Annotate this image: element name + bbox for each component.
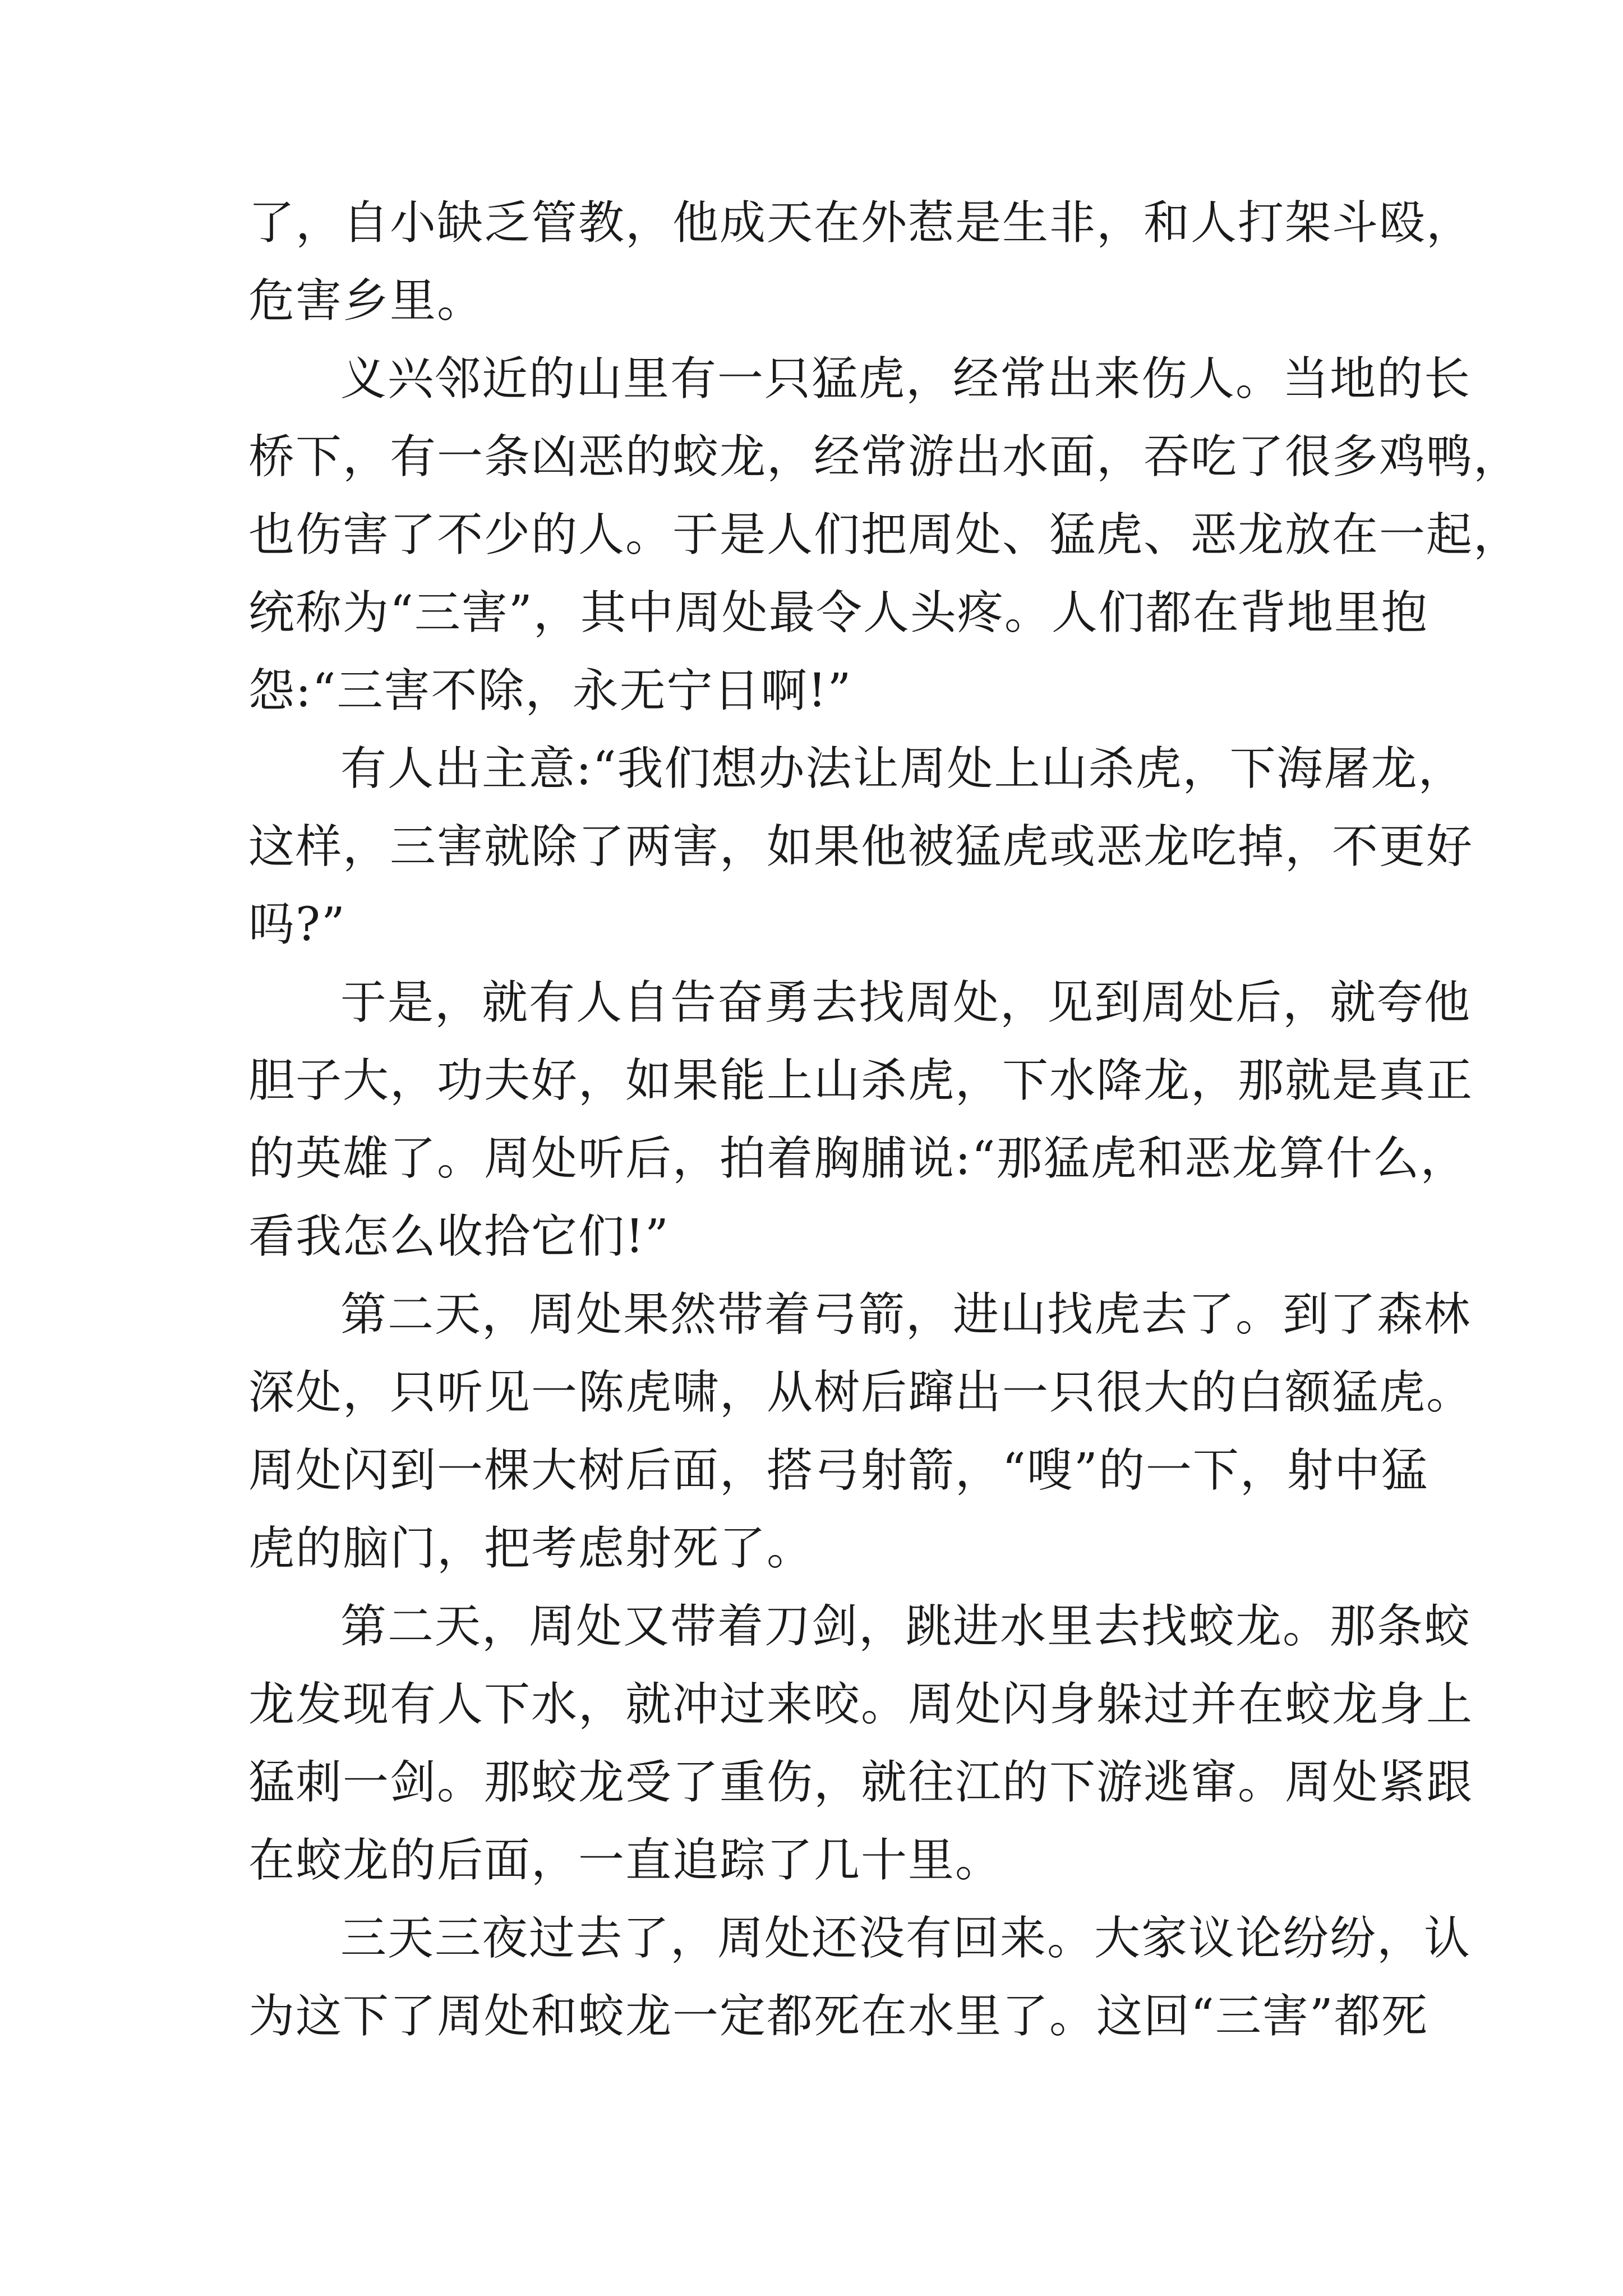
text-line: 这样，三害就除了两害，如果他被猛虎或恶龙吃掉，不更好	[248, 820, 1474, 873]
text-line: 在蛟龙的后面，一直追踪了几十里。	[248, 1834, 1003, 1887]
paragraph-2	[248, 340, 1521, 730]
text-line: 周处闪到一棵大树后面，搭弓射箭，“嗖”的一下，射中猛	[248, 1444, 1428, 1497]
text-line: 义兴邻近的山里有一只猛虎，经常出来伤人。当地的长	[340, 352, 1472, 406]
text-line: 于是，就有人自告奋勇去找周处，见到周处后，就夸他	[340, 976, 1472, 1029]
text-line: 统称为“三害”，其中周处最令人头疼。人们都在背地里抱	[248, 586, 1428, 639]
text-line: 深处，只听见一陈虎啸，从树后蹿出一只很大的白额猛虎。	[248, 1366, 1474, 1419]
text-line: 第二天，周处又带着刀剑，跳进水里去找蛟龙。那条蛟	[340, 1600, 1472, 1653]
text-line: 有人出主意:“我们想办法让周处上山杀虎，下海屠龙，	[340, 742, 1465, 795]
paragraph-5	[248, 1276, 1474, 1588]
text-line: 怨:“三害不除，永无宁日啊!”	[248, 664, 852, 717]
text-line: 龙发现有人下水，就冲过来咬。周处闪身躲过并在蛟龙身上	[248, 1678, 1474, 1731]
text-line: 胆子大，功夫好，如果能上山杀虎，下水降龙，那就是真正	[248, 1054, 1474, 1107]
document-body	[248, 184, 1521, 2055]
text-line: 桥下，有一条凶恶的蛟龙，经常游出水面，吞吃了很多鸡鸭，	[248, 430, 1521, 484]
text-line: 为这下了周处和蛟龙一定都死在水里了。这回“三害”都死	[248, 1990, 1428, 2043]
paragraph-7	[248, 1899, 1472, 2055]
text-line: 了，自小缺乏管教，他成天在外惹是生非，和人打架斗殴，	[248, 196, 1474, 250]
text-line: 看我怎么收拾它们!”	[248, 1210, 670, 1263]
text-line: 虎的脑门，把考虑射死了。	[248, 1522, 814, 1575]
text-line: 三天三夜过去了，周处还没有回来。大家议论纷纷，认	[340, 1912, 1472, 1965]
text-line: 第二天，周处果然带着弓箭，进山找虎去了。到了森林	[340, 1288, 1472, 1341]
text-line: 吗?”	[248, 898, 346, 951]
paragraph-6	[248, 1588, 1474, 1899]
paragraph-1	[248, 184, 1474, 340]
text-line: 也伤害了不少的人。于是人们把周处、猛虎、恶龙放在一起，	[248, 508, 1521, 562]
text-line: 猛刺一剑。那蛟龙受了重伤，就往江的下游逃窜。周处紧跟	[248, 1756, 1474, 1809]
text-line: 危害乡里。	[248, 274, 485, 328]
paragraph-4	[248, 964, 1474, 1276]
paragraph-3	[248, 730, 1474, 964]
text-line: 的英雄了。周处听后，拍着胸脯说:“那猛虎和恶龙算什么，	[248, 1132, 1468, 1185]
